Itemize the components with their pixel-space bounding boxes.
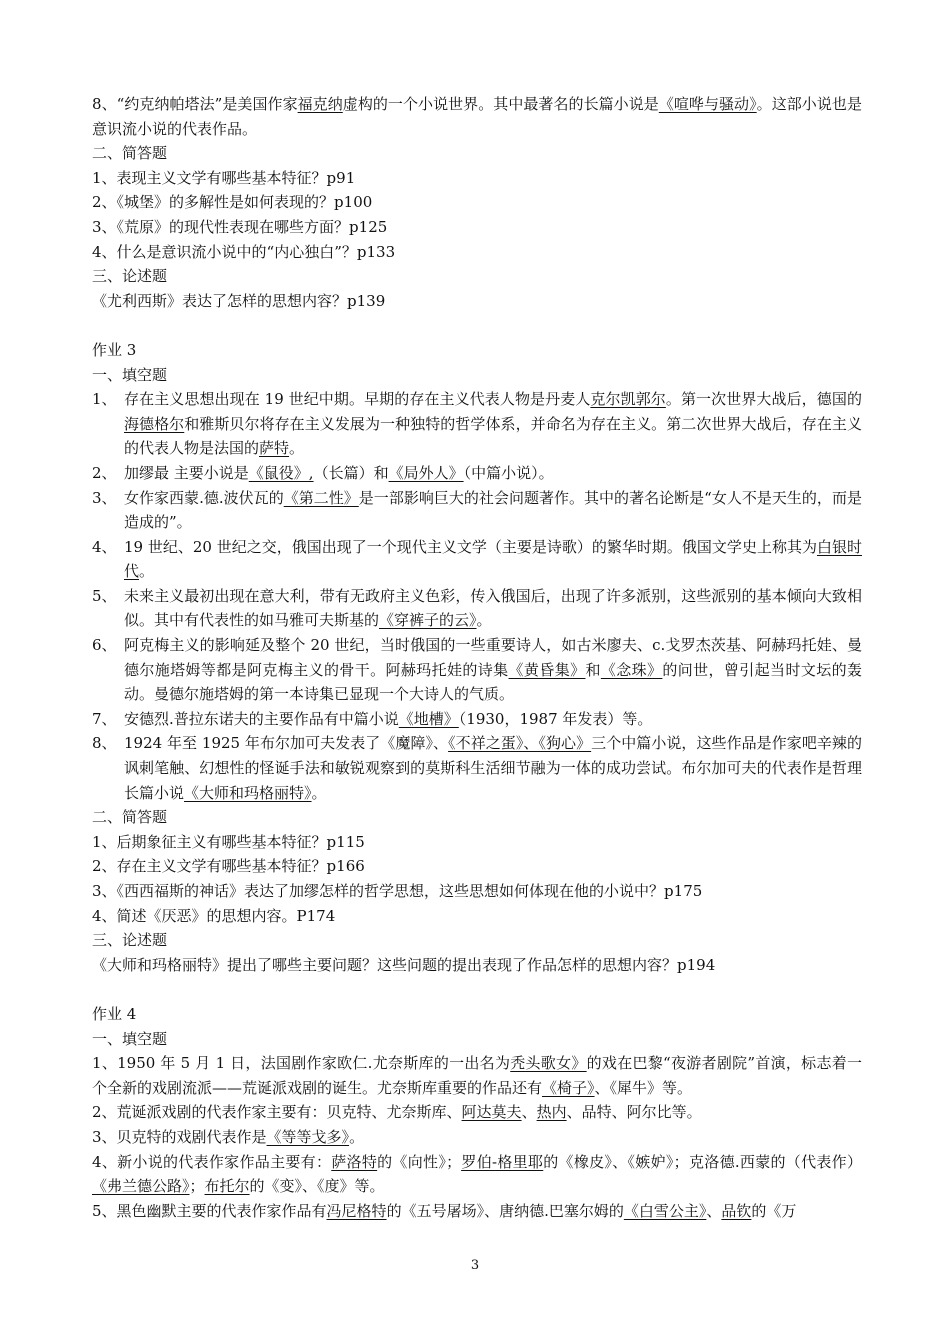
hw3-essay-heading: 三、论述题 bbox=[92, 931, 168, 950]
hw2-fill-q8: 8、“约克纳帕塔法”是美国作家福克纳虚构的一个小说世界。其中最著名的长篇小说是《喧哗与骚动》。这部小说也是意识流小说的代表作品。 bbox=[92, 95, 862, 138]
hw4-fill-q3: 3、贝克特的戏剧代表作是《等等戈多》。 bbox=[92, 1127, 365, 1146]
hw2-short-q3: 3、《荒原》的现代性表现在哪些方面？p125 bbox=[92, 217, 388, 236]
hw2-short-q1: 1、表现主义文学有哪些基本特征？p91 bbox=[92, 168, 356, 187]
hw4-fill-heading: 一、填空题 bbox=[92, 1029, 168, 1048]
hw3-short-heading: 二、简答题 bbox=[92, 808, 168, 827]
hw3-fill-heading: 一、填空题 bbox=[92, 365, 168, 384]
hw3-fill-q5: 5、 未来主义最初出现在意大利，带有无政府主义色彩，传入俄国后，出现了许多派别，这些派别的基本倾向大致相似。其中有代表性的如马雅可夫斯基的《穿裤子的云》。 bbox=[92, 586, 862, 630]
hw4-fill-q4: 4、新小说的代表作家作品主要有：萨洛特的《向性》；罗伯-格里耶的《橡皮》、《嫉妒》；克洛德.西蒙的（代表作）《弗兰德公路》；布托尔的《变》、《度》等。 bbox=[92, 1152, 862, 1196]
page-number: 3 bbox=[470, 1258, 480, 1273]
hw3-fill-q7: 7、 安德烈.普拉东诺夫的主要作品有中篇小说《地槽》（1930，1987 年发表）等。 bbox=[92, 709, 653, 728]
hw2-essay-heading: 三、论述题 bbox=[92, 267, 168, 286]
hw3-short-q2: 2、存在主义文学有哪些基本特征？p166 bbox=[92, 857, 365, 876]
hw2-short-q4: 4、什么是意识流小说中的“内心独白”？p133 bbox=[92, 242, 396, 261]
page-content bbox=[92, 92, 862, 1223]
hw3-fill-q2: 2、 加缪最 主要小说是《鼠役》,（长篇）和《局外人》（中篇小说）。 bbox=[92, 463, 554, 482]
hw4-fill-q2: 2、荒诞派戏剧的代表作家主要有：贝克特、尤奈斯库、阿达莫夫、热内、品特、阿尔比等。 bbox=[92, 1103, 702, 1122]
hw4-fill-q5: 5、黑色幽默主要的代表作家作品有冯尼格特的《五号屠场》、唐纳德.巴塞尔姆的《白雪公主》、品钦的《万 bbox=[92, 1201, 797, 1220]
hw3-short-q3: 3、《西西福斯的神话》表达了加缪怎样的哲学思想，这些思想如何体现在他的小说中？p175 bbox=[92, 882, 703, 900]
hw3-fill-q6: 6、 阿克梅主义的影响延及整个 20 世纪，当时俄国的一些重要诗人，如古米廖夫、c.戈罗杰茨基、阿赫玛托娃、曼德尔施塔姆等都是阿克梅主义的骨干。阿赫玛托娃的诗集《黄昏集》和《念珠》的问世，曾引起当时文坛的轰动。曼德尔施塔姆的第一本诗集已显现一个大诗人的气质。 bbox=[92, 636, 862, 704]
hw3-essay-q: 《大师和玛格丽特》提出了哪些主要问题？这些问题的提出表现了作品怎样的思想内容？p194 bbox=[92, 955, 716, 974]
hw3-fill-q3: 3、 女作家西蒙.德.波伏瓦的《第二性》是一部影响巨大的社会问题著作。其中的著名论断是“女人不是天生的，而是造成的”。 bbox=[92, 488, 862, 532]
hw2-short-heading: 二、简答题 bbox=[92, 144, 168, 163]
hw4-fill-q1: 1、1950 年 5 月 1 日，法国剧作家欧仁.尤奈斯库的一出名为秃头歌女》的戏在巴黎“夜游者剧院”首演，标志着一个全新的戏剧流派——荒诞派戏剧的诞生。尤奈斯库重要的作品还有《椅子》、《犀牛》等。 bbox=[92, 1054, 862, 1097]
hw4-title: 作业 4 bbox=[92, 1004, 137, 1023]
hw3-title: 作业 3 bbox=[92, 340, 137, 359]
hw3-fill-q1: 1、 存在主义思想出现在 19 世纪中期。早期的存在主义代表人物是丹麦人克尔凯郭尔。第一次世界大战后，德国的海德格尔和雅斯贝尔将存在主义发展为一种独特的哲学体系，并命名为存在主义。第二次世界大战后，存在主义的代表人物是法国的萨特。 bbox=[92, 390, 862, 458]
hw3-short-q1: 1、后期象征主义有哪些基本特征？p115 bbox=[92, 832, 365, 851]
hw2-short-q2: 2、《城堡》的多解性是如何表现的？p100 bbox=[92, 193, 373, 212]
hw3-fill-q4: 4、 19 世纪、20 世纪之交，俄国出现了一个现代主义文学（主要是诗歌）的繁华时期。俄国文学史上称其为白银时代。 bbox=[92, 537, 862, 581]
hw3-short-q4: 4、简述《厌恶》的思想内容。P174 bbox=[92, 906, 336, 925]
hw2-essay-q: 《尤利西斯》表达了怎样的思想内容？p139 bbox=[92, 291, 386, 310]
hw3-fill-q8: 8、 1924 年至 1925 年布尔加可夫发表了《魔障》、《不祥之蛋》、《狗心》三个中篇小说，这些作品是作家吧辛辣的讽刺笔触、幻想性的怪诞手法和敏锐观察到的莫斯科生活细节融为一体的成功尝试。布尔加可夫的代表作是哲理长篇小说《大师和玛格丽特》。 bbox=[92, 734, 862, 802]
